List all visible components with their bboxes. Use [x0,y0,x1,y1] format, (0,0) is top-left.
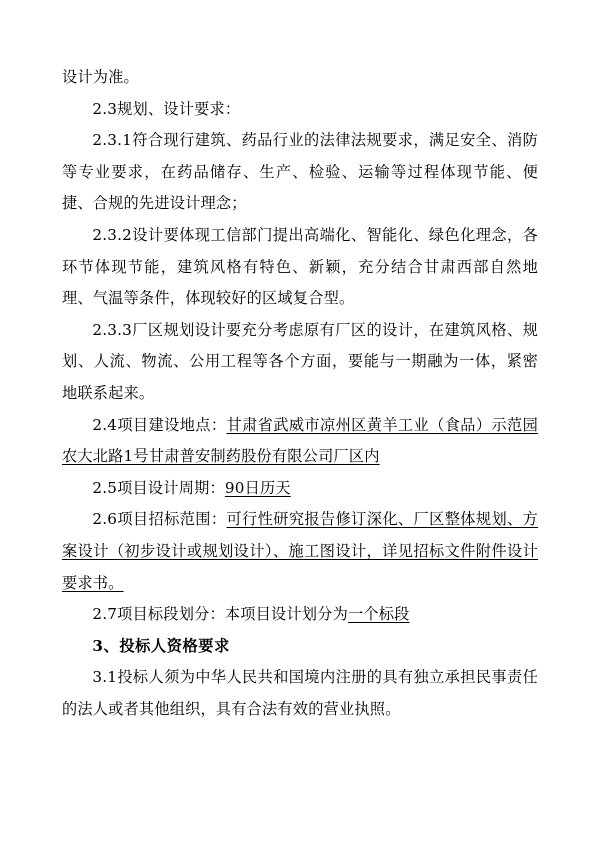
paragraph-2-5 [62,473,538,505]
paragraph-2-7 [62,599,538,631]
label-section-division: 2.7项目标段划分：本项目设计划分为 [92,605,348,624]
paragraph-2-3-1: 2.3.1符合现行建筑、药品行业的法律法规要求，满足安全、消防等专业要求，在药品储存、生产、检验、运输等过程体现节能、便捷、合规的先进设计理念； [62,131,538,213]
label-bid-scope: 2.6项目招标范围： [92,510,227,529]
heading-bidder-qualification: 3、投标人资格要求 [92,636,230,655]
value-design-period: 90日历天 [224,478,291,497]
value-section-division: 一个标段 [347,605,410,624]
value-bid-scope: 可行性研究报告修订深化、厂区整体规划、方案设计（初步设计或规划设计）、施工图设计，详见招标文件附件设计要求书。 [62,510,539,592]
value-project-location: 甘肃省武威市凉州区黄羊工业（食品）示范园农大北路1号甘肃普安制药股份有限公司厂区内 [62,415,539,466]
paragraph-2-3-2: 2.3.2设计要体现工信部门提出高端化、智能化、绿色化理念，各环节体现节能，建筑风格有特色、新颖，充分结合甘肃西部自然地理、气温等条件，体现较好的区域复合型。 [62,225,538,308]
label-project-location: 2.4项目建设地点： [92,415,227,434]
paragraph-2-3: 2.3规划、设计要求： [92,99,241,118]
document-body [62,62,538,725]
label-design-period: 2.5项目设计周期： [92,478,225,497]
paragraph-continuation: 设计为准。 [62,68,139,86]
paragraph-3-1: 3.1投标人须为中华人民共和国境内注册的具有独立承担民事责任的法人或者其他组织，具有合法有效的营业执照。 [62,668,538,718]
paragraph-2-4 [62,410,538,473]
paragraph-2-3-3: 2.3.3厂区规划设计要充分考虑原有厂区的设计，在建筑风格、规划、人流、物流、公用工程等各个方面，要能与一期融为一体，紧密地联系起来。 [62,320,538,402]
paragraph-2-6 [62,504,538,599]
